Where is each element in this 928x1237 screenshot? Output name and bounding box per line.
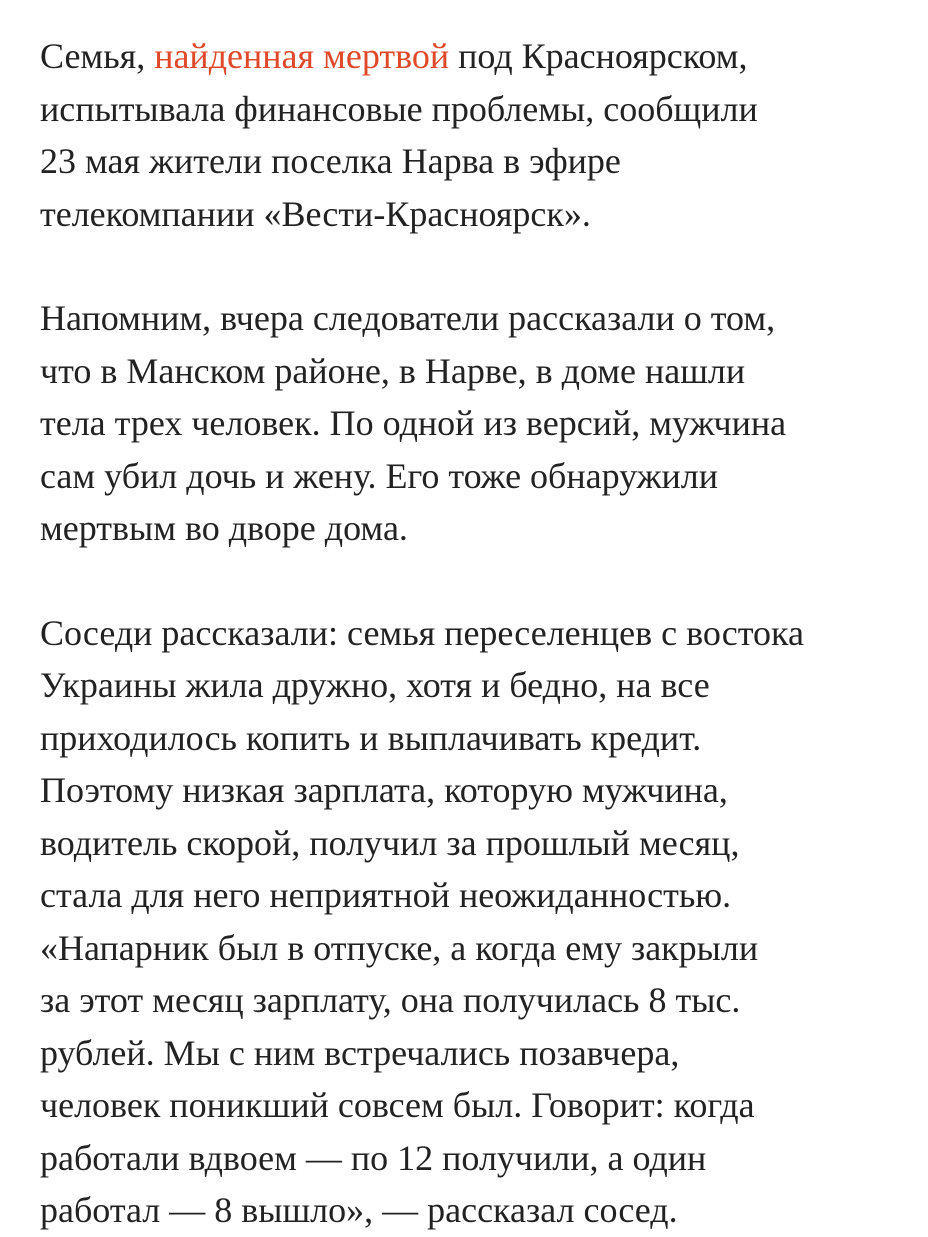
paragraph-2 [40,292,910,555]
paragraph-line: мертвым во дворе дома. [40,508,408,548]
paragraph-line: рублей. Мы с ним встречались позавчера, [40,1032,680,1073]
paragraph-line: Поэтому низкая зарплата, которую мужчина, [40,770,728,810]
paragraph-line: стала для него неприятной неожиданностью. [40,875,732,915]
paragraph-line: телекомпании «Вести-Красноярск». [40,193,591,234]
line-text-after-link: под Красноярском, [449,36,748,76]
paragraph-line: Соседи рассказали: семья переселенцев с востока [40,612,804,653]
paragraph-line: работали вдвоем — по 12 получили, а один [40,1137,707,1178]
paragraph-1 [40,30,910,240]
paragraph-line: Украины жила дружно, хотя и бедно, на все [40,665,710,705]
paragraph-3 [40,607,910,1237]
paragraph-line: сам убил дочь и жену. Его тоже обнаружили [40,455,719,496]
line-text-before-link: Семья, [40,36,155,76]
paragraph-line: тела трех человек. По одной из версий, мужчина [40,403,787,443]
paragraph-line [40,30,910,83]
paragraph-line: Напомним, вчера следователи рассказали о том, [40,298,776,338]
paragraph-line: «Напарник был в отпуске, а когда ему закрыли [40,927,759,968]
paragraph-line: испытывала финансовые проблемы, сообщили [40,88,758,129]
paragraph-line: за этот месяц зарплату, она получилась 8 тыс. [40,980,741,1020]
found-dead-link[interactable]: найденная мертвой [154,36,450,76]
article-body [40,30,910,1237]
paragraph-line: что в Манском районе, в Нарве, в доме нашли [40,350,746,391]
paragraph-line: водитель скорой, получил за прошлый месяц, [40,822,740,863]
paragraph-line: работал — 8 вышло», — рассказал сосед. [40,1190,678,1230]
paragraph-line: приходилось копить и выплачивать кредит. [40,717,702,758]
paragraph-line: человек поникший совсем был. Говорит: когда [40,1085,755,1125]
paragraph-spacer [40,240,910,292]
paragraph-spacer [40,555,910,607]
paragraph-line: 23 мая жители поселка Нарва в эфире [40,141,621,181]
